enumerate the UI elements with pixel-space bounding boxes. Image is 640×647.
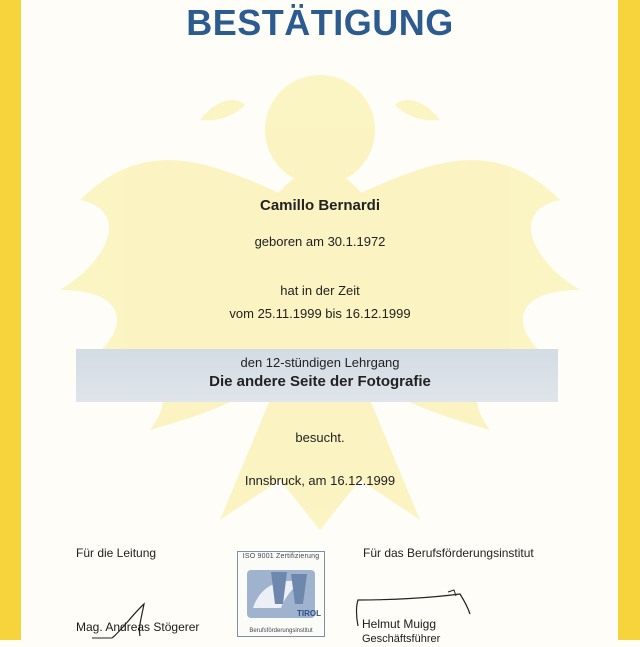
attended-text: besucht.: [295, 430, 345, 445]
course-title: Die andere Seite der Fotografie: [209, 373, 431, 390]
certification-stamp: [237, 551, 325, 637]
left-signatory-name: Mag. Andreas Stögerer: [76, 620, 200, 634]
right-signatory-block: [362, 617, 440, 647]
bfi-tirol-logo-icon: [241, 564, 321, 624]
right-signatory-position: Geschäftsführer: [362, 633, 441, 645]
period-intro: hat in der Zeit: [280, 283, 360, 298]
left-signatory-label: Für die Leitung: [76, 546, 157, 560]
course-intro: den 12-stündigen Lehrgang: [240, 355, 400, 370]
birth-date-line: geboren am 30.1.1972: [254, 234, 386, 249]
document-title: BESTÄTIGUNG: [186, 2, 454, 43]
stamp-top-text: ISO 9001 Zertifizierung: [242, 553, 320, 560]
stamp-logo-text: TIROL: [297, 609, 321, 618]
course-period: vom 25.11.1999 bis 16.12.1999: [229, 306, 411, 321]
right-signatory-name: Helmut Muigg: [362, 617, 437, 631]
recipient-name: Camillo Bernardi: [259, 197, 381, 214]
right-signatory-label: Für das Berufsförderungsinstitut: [363, 546, 534, 560]
stamp-bottom-text: Berufsförderungsinstitut: [249, 628, 313, 634]
place-date: Innsbruck, am 16.12.1999: [244, 473, 396, 488]
